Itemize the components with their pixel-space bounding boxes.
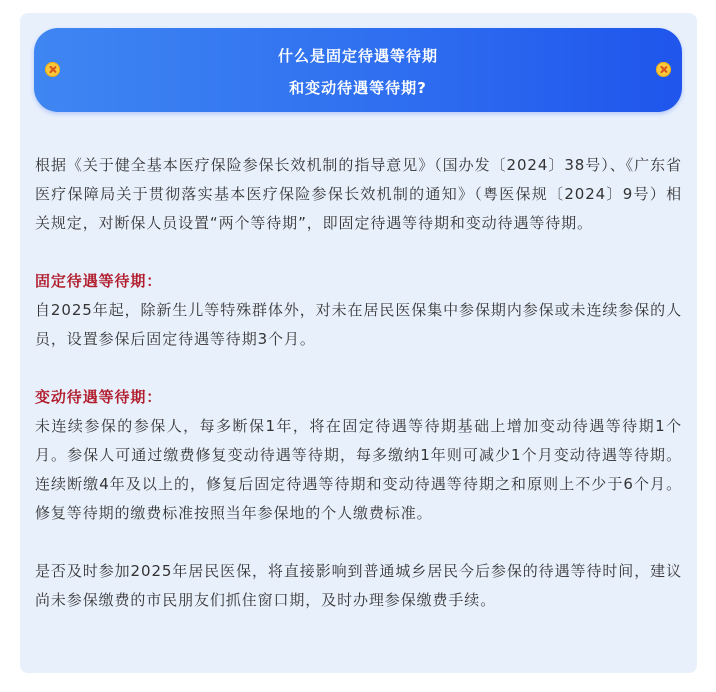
variable-waiting-period-text: 未连续参保的参保人，每多断保1年，将在固定待遇等待期基础上增加变动待遇等待期1个月。参保人可通过缴费修复变动待遇等待期，每多缴纳1年则可减少1个月变动待遇等待期。连续断缴4年及以上的，修复后固定待遇等待期和变动待遇等待期之和原则上不少于6个月。修复等待期的缴费标准按照当年参保地的个人缴费标准。 — [35, 417, 682, 522]
fixed-waiting-period-heading: 固定待遇等待期： — [35, 272, 163, 290]
banner-title-line2: 和变动待遇等待期? — [289, 79, 427, 97]
intro-paragraph: 根据《关于健全基本医疗保险参保长效机制的指导意见》（国办发〔2024〕38号）、《广东省医疗保障局关于贯彻落实基本医疗保险参保长效机制的通知》（粤医保规〔2024〕9号）相关规定，对断保人员设置“两个等待期”，即固定待遇等待期和变动待遇等待期。 — [35, 156, 682, 232]
fixed-waiting-period-text: 自2025年起，除新生儿等特殊群体外，对未在居民医保集中参保期内参保或未连续参保的人员，设置参保后固定待遇等待期3个月。 — [35, 301, 682, 348]
title-banner — [34, 28, 682, 112]
closing-paragraph: 是否及时参加2025年居民医保，将直接影响到普通城乡居民今后参保的待遇等待时间，建议尚未参保缴费的市民朋友们抓住窗口期，及时办理参保缴费手续。 — [35, 562, 682, 609]
banner-title-line1: 什么是固定待遇等待期 — [277, 47, 438, 65]
article-body — [35, 151, 682, 615]
variable-waiting-period-heading: 变动待遇等待期： — [35, 388, 163, 406]
close-circle-badge-icon — [656, 62, 671, 77]
